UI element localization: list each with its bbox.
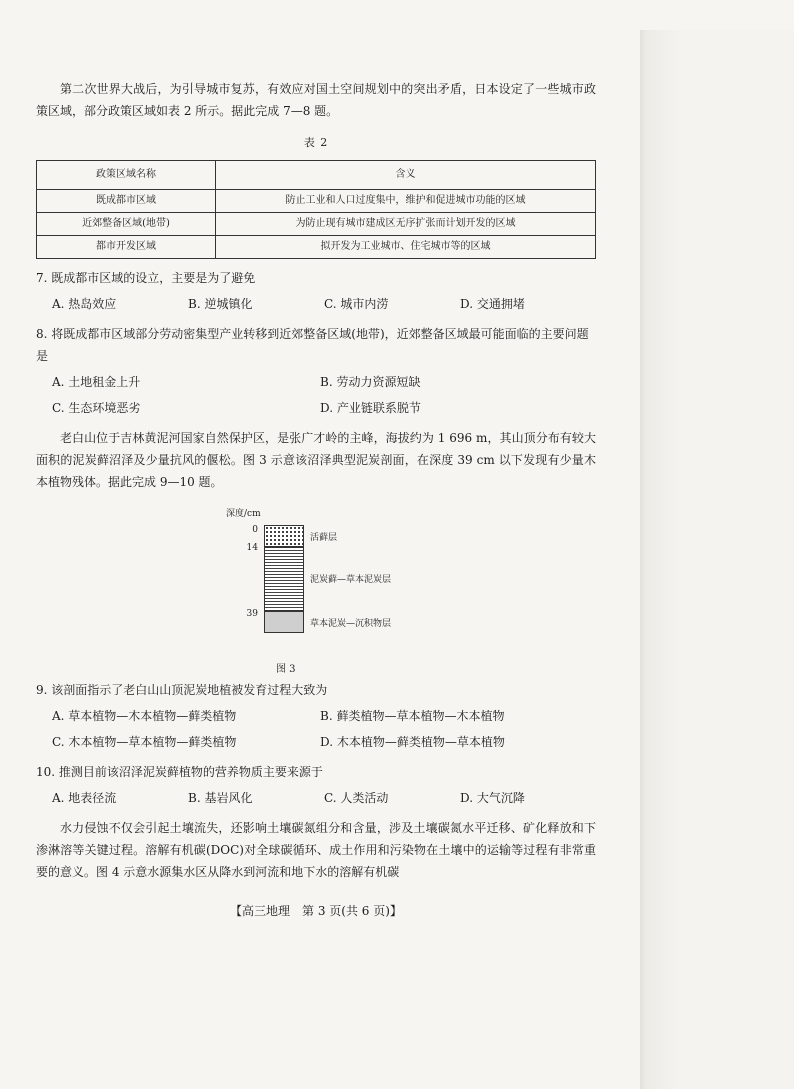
option-a: A. 草本植物—木本植物—藓类植物 xyxy=(52,709,237,723)
question-9-options-row1 xyxy=(36,705,596,727)
table-cell: 为防止现有城市建成区无序扩张而计划开发的区域 xyxy=(216,213,596,236)
question-9-options-row2 xyxy=(36,731,596,753)
question-7-stem: 7. 既成都市区域的设立，主要是为了避免 xyxy=(36,271,256,285)
table-row xyxy=(37,236,596,259)
question-8-options-row1 xyxy=(36,371,596,393)
depth-tick-0: 0 xyxy=(252,525,258,535)
option-b: B. 基岩风化 xyxy=(188,791,253,805)
figure3-peat-profile xyxy=(36,503,596,675)
intro-paragraph-q7-8: 第二次世界大战后，为引导城市复苏，有效应对国土空间规划中的突出矛盾，日本设定了一些城市政策区域，部分政策区域如表 2 所示。据此完成 7—8 题。 xyxy=(36,82,596,118)
option-c: C. 生态环境恶劣 xyxy=(52,401,141,415)
layer-label-moss: 活藓层 xyxy=(310,533,338,543)
figure3-caption: 图 3 xyxy=(276,664,296,675)
option-a: A. 热岛效应 xyxy=(52,297,117,311)
herb-peat-sediment-layer xyxy=(264,611,304,633)
option-a: A. 地表径流 xyxy=(52,791,117,805)
option-d: D. 交通拥堵 xyxy=(460,297,525,311)
depth-tick-14: 14 xyxy=(246,543,258,553)
table-cell: 都市开发区域 xyxy=(37,236,216,259)
option-b: B. 逆城镇化 xyxy=(188,297,253,311)
table-header-cell: 含义 xyxy=(216,161,596,190)
intro-paragraph-q9-10: 老白山位于吉林黄泥河国家自然保护区，是张广才岭的主峰，海拔约为 1 696 m，其山顶分布有较大面积的泥炭藓沼泽及少量抗风的偃松。图 3 示意该沼泽典型泥炭剖面，在深度 39 cm 以下发现有少量木本植物残体。据此完成 9—10 题。 xyxy=(36,431,596,489)
paper-edge-shadow xyxy=(640,30,794,1089)
question-10-stem: 10. 推测目前该沼泽泥炭藓植物的营养物质主要来源于 xyxy=(36,765,323,779)
table-cell: 既成都市区域 xyxy=(37,190,216,213)
question-9-stem: 9. 该剖面指示了老白山山顶泥炭地植被发育过程大致为 xyxy=(36,683,328,697)
table-header-cell: 政策区域名称 xyxy=(37,161,216,190)
intro-paragraph-next: 水力侵蚀不仅会引起土壤流失，还影响土壤碳氮组分和含量，涉及土壤碳氮水平迁移、矿化释放和下渗淋溶等关键过程。溶解有机碳(DOC)对全球碳循环、成土作用和污染物在土壤中的运输等过程有非常重要的意义。图 4 示意水源集水区从降水到河流和地下水的溶解有机碳 xyxy=(36,821,596,879)
depth-tick-39: 39 xyxy=(246,609,258,619)
option-d: D. 大气沉降 xyxy=(460,791,525,805)
question-7-options xyxy=(36,293,596,315)
table-cell: 近郊整备区域(地带) xyxy=(37,213,216,236)
table-cell: 防止工业和人口过度集中，维护和促进城市功能的区域 xyxy=(216,190,596,213)
table-row xyxy=(37,190,596,213)
option-c: C. 木本植物—草本植物—藓类植物 xyxy=(52,735,237,749)
question-10-options xyxy=(36,787,596,809)
option-d: D. 木本植物—藓类植物—草本植物 xyxy=(320,735,505,749)
question-8-stem: 8. 将既成都市区域部分劳动密集型产业转移到近郊整备区域(地带)，近郊整备区域最可能面临的主要问题是 xyxy=(36,327,589,363)
layer-label-herb-sediment: 草本泥炭—沉积物层 xyxy=(310,619,392,629)
option-d: D. 产业链联系脱节 xyxy=(320,401,421,415)
page-footer: 【高三地理 第 3 页(共 6 页)】 xyxy=(230,904,402,918)
table2 xyxy=(36,160,596,259)
exam-page xyxy=(36,78,596,918)
option-c: C. 城市内涝 xyxy=(324,297,389,311)
option-a: A. 土地租金上升 xyxy=(52,375,141,389)
option-b: B. 劳动力资源短缺 xyxy=(320,375,421,389)
question-8-options-row2 xyxy=(36,397,596,419)
table-row xyxy=(37,213,596,236)
option-c: C. 人类活动 xyxy=(324,791,389,805)
option-b: B. 藓类植物—草本植物—木本植物 xyxy=(320,709,505,723)
depth-axis-label: 深度/cm xyxy=(226,509,261,519)
table2-caption: 表 2 xyxy=(303,136,329,149)
table-header-row xyxy=(37,161,596,190)
layer-label-sphagnum-herb: 泥炭藓—草本泥炭层 xyxy=(310,575,392,585)
moss-layer xyxy=(264,525,304,547)
sphagnum-herb-peat-layer xyxy=(264,547,304,611)
table-cell: 拟开发为工业城市、住宅城市等的区域 xyxy=(216,236,596,259)
